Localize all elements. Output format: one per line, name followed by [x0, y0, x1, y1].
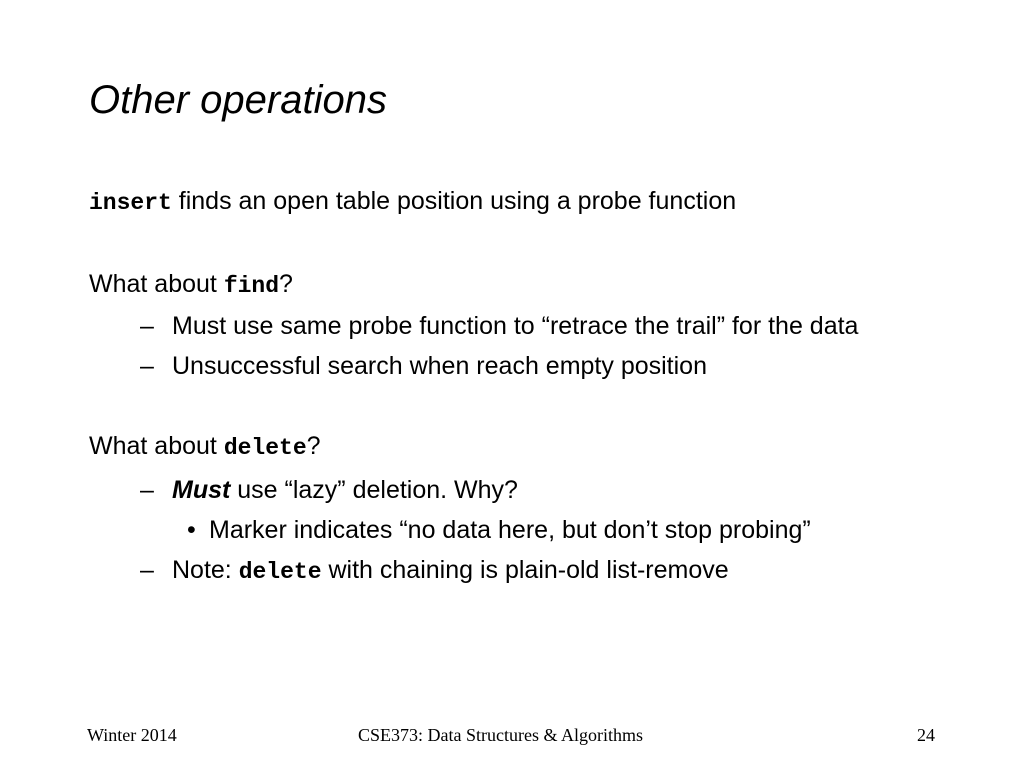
find-point-text: Must use same probe function to “retrace the trail” for the data	[172, 312, 859, 340]
must-emphasis: Must	[172, 476, 231, 504]
find-point-text: Unsuccessful search when reach empty position	[172, 352, 707, 380]
slide-number: 24	[917, 725, 935, 745]
bullet-marker: •	[187, 516, 196, 544]
footer-course: CSE373: Data Structures & Algorithms	[358, 725, 643, 745]
find-heading-suffix: ?	[279, 270, 293, 298]
insert-line	[89, 185, 736, 219]
note-suffix: with chaining is plain-old list-remove	[321, 556, 729, 584]
marker-subpoint	[187, 514, 811, 546]
note-point	[140, 554, 729, 588]
find-point-unsuccessful	[140, 350, 707, 382]
lazy-deletion-text: use “lazy” deletion. Why?	[230, 476, 518, 504]
delete-heading	[89, 430, 321, 464]
marker-subpoint-text: Marker indicates “no data here, but don’t stop probing”	[209, 516, 811, 544]
find-code: find	[223, 273, 280, 299]
insert-code: insert	[89, 190, 172, 216]
footer-term: Winter 2014	[87, 725, 177, 745]
dash-marker: –	[140, 312, 154, 340]
note-prefix: Note:	[172, 556, 239, 584]
insert-text: finds an open table position using a probe function	[171, 187, 737, 215]
delete-heading-suffix: ?	[306, 432, 321, 460]
delete-heading-prefix: What about	[89, 432, 224, 460]
lazy-deletion-point	[140, 474, 518, 506]
delete-code: delete	[223, 435, 307, 461]
slide-title: Other operations	[89, 78, 387, 122]
dash-marker: –	[140, 556, 154, 584]
find-heading	[89, 268, 293, 302]
dash-marker: –	[140, 476, 154, 504]
dash-marker: –	[140, 352, 154, 380]
note-delete-code: delete	[238, 559, 322, 585]
find-point-retrace	[140, 310, 858, 342]
find-heading-prefix: What about	[89, 270, 224, 298]
